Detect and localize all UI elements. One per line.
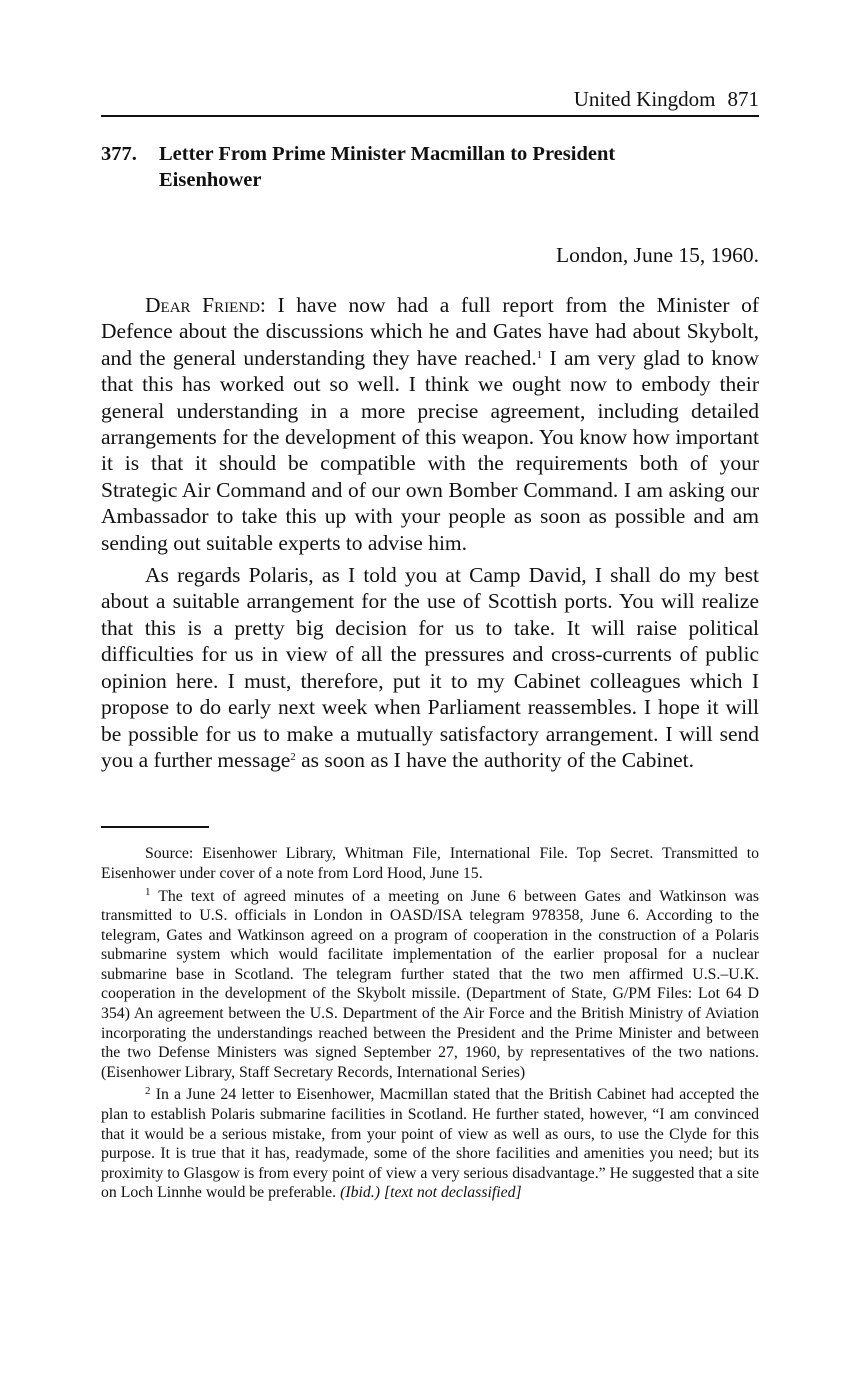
footnote-marker: 2 [145,1085,151,1098]
declassification-note: [text not declassified] [383,1184,522,1202]
ibid-citation: (Ibid.) [340,1184,380,1202]
letter-paragraph [101,562,759,773]
footnote-rule [101,826,209,828]
footnotes [101,844,759,1203]
salutation: Dear Friend: [145,293,266,317]
footnote-1 [101,887,759,1083]
document-title: Letter From Prime Minister Macmillan to President Eisenhower [159,143,616,191]
page-number: 871 [727,87,759,111]
source-note: Source: Eisenhower Library, Whitman File, International File. Top Secret. Transmitted to Eisenhower under cover of a note from Lord Hood, June 15. [101,845,759,882]
footnote-text: In a June 24 letter to Eisenhower, Macmillan stated that the British Cabinet had accepted the plan to establish Polaris submarine facilities in Scotland. He further stated, however, “I am convinced that it would be a serious mistake, from your point of view as well as ours, to use the Clyde for this purpose. It is true that it has, readymade, some of the shore facilities and amenities you need; but its proximity to Glasgow is from every point of view a very serious disadvantage.” He suggested that a site on Loch Linnhe would be preferable. [101,1086,759,1202]
letter-body [101,292,759,773]
running-head [101,84,759,114]
paragraph-text: I have now had a full report from the Minister of Defence about the discussions which he and Gates have had about Skybolt, and the general understanding they have reached. [101,293,759,370]
footnote-text: The text of agreed minutes of a meeting on June 6 between Gates and Watkinson was transmitted to U.S. officials in London in OASD/ISA telegram 978358, June 6. According to the telegram, Gates and Watkinson agreed on a program of cooperation in the construction of a Polaris submarine system which would facilitate implementation of the earlier proposal for a nuclear submarine base in Scotland. The telegram further stated that the two men affirmed U.S.–U.K. cooperation in the development of the Skybolt missile. (Department of State, G/PM Files: Lot 64 D 354) An agreement between the U.S. Department of the Air Force and the British Ministry of Aviation incorporating the understandings reached between the President and the Prime Minister and between the two Defense Ministers was signed September 27, 1960, by representatives of the two nations. (Eisenhower Library, Staff Secretary Records, International Series) [101,887,759,1081]
paragraph-text: I am very glad to know that this has worked out so well. I think we ought now to embody their general understanding in a more precise agreement, including detailed arrangements for the development of this weapon. You know how important it is that it should be compatible with the requirements both of your Strategic Air Command and of our own Bomber Command. I am asking our Ambassador to take this up with your people as soon as possible and am sending out suitable experts to advise him. [101,345,759,555]
footnote-2 [101,1085,759,1203]
header-rule [101,115,759,117]
document-number: 377. [101,143,137,165]
document-heading [101,141,759,193]
footnote-marker: 1 [145,886,151,899]
footnote-ref[interactable]: 2 [290,750,296,763]
footnote-ref[interactable]: 1 [536,348,543,361]
running-head-section: United Kingdom [573,87,716,111]
dateline: London, June 15, 1960. [555,243,759,267]
paragraph-text: as soon as I have the authority of the Cabinet. [295,747,694,772]
paragraph-text: As regards Polaris, as I told you at Camp David, I shall do my best about a suitable arrangement for the use of Scottish ports. You will realize that this is a pretty big decision for us to take. It will raise political difficulties for us in view of all the pressures and cross-currents of public opinion here. I must, therefore, put it to my Cabinet colleagues which I propose to do early next week when Parliament reassembles. I hope it will be possible for us to make a mutually satisfactory arrangement. I will send you a further message [101,563,759,772]
document-page [101,84,759,1203]
letter-paragraph [101,292,759,556]
